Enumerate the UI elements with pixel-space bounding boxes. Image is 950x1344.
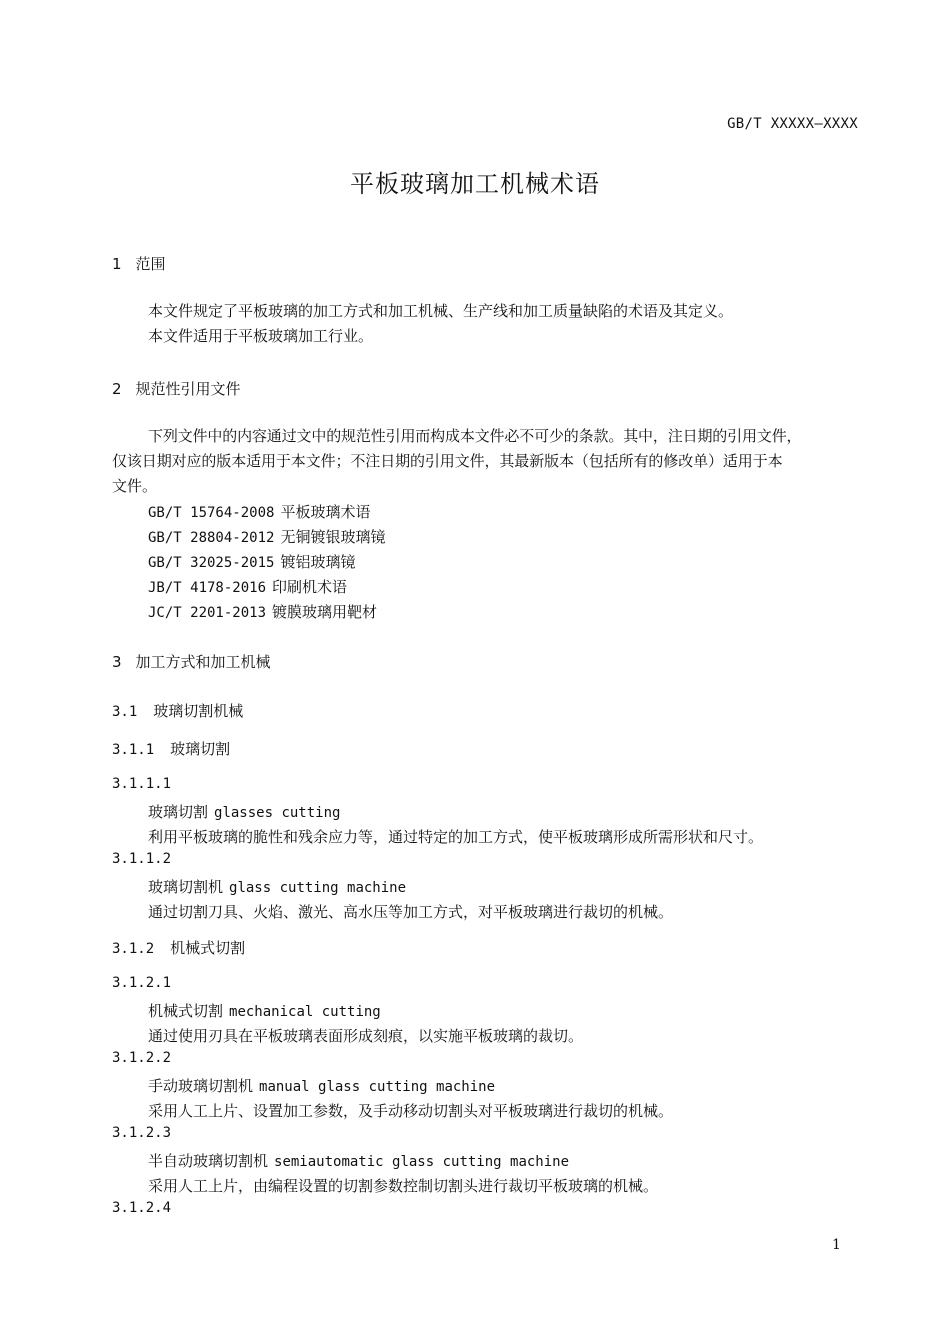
reference-name: 镀膜玻璃用靶材 bbox=[272, 603, 378, 621]
paragraph-line: 下列文件中的内容通过文中的规范性引用而构成本文件必不可少的条款。其中，注日期的引用文件， bbox=[148, 427, 802, 445]
term-chinese: 手动玻璃切割机 bbox=[148, 1077, 254, 1095]
section-title: 范围 bbox=[135, 255, 166, 273]
section-2-heading bbox=[112, 378, 241, 399]
reference-code: JB/T 4178-2016 bbox=[148, 580, 267, 596]
section-title: 加工方式和加工机械 bbox=[135, 653, 271, 671]
term-number: 3.1.2.3 bbox=[112, 1125, 172, 1141]
subsection-number: 3.1 bbox=[112, 704, 138, 720]
section-number: 3 bbox=[112, 653, 122, 671]
page-number: 1 bbox=[832, 1237, 841, 1253]
reference-name: 无铜镀银玻璃镜 bbox=[280, 528, 386, 546]
reference-code: GB/T 28804-2012 bbox=[148, 530, 275, 546]
term-english: semiautomatic glass cutting machine bbox=[274, 1154, 570, 1170]
term-definition: 采用人工上片、设置加工参数，及手动移动切割头对平板玻璃进行裁切的机械。 bbox=[148, 1102, 674, 1120]
subsection-3-1-heading bbox=[112, 700, 243, 721]
subsection-3-1-1-heading bbox=[112, 738, 230, 759]
normative-references-paragraph bbox=[112, 424, 862, 499]
reference-code: GB/T 15764-2008 bbox=[148, 505, 275, 521]
reference-item bbox=[148, 601, 377, 622]
term-number: 3.1.2.1 bbox=[112, 975, 172, 991]
reference-code: JC/T 2201-2013 bbox=[148, 605, 267, 621]
term-number: 3.1.2.4 bbox=[112, 1200, 172, 1216]
section-1-heading bbox=[112, 253, 166, 274]
standard-code: GB/T XXXXX—XXXX bbox=[727, 116, 858, 132]
term-number: 3.1.2.2 bbox=[112, 1050, 172, 1066]
term-number: 3.1.1.1 bbox=[112, 776, 172, 792]
reference-item bbox=[148, 576, 347, 597]
term-definition: 通过切割刀具、火焰、激光、高水压等加工方式，对平板玻璃进行裁切的机械。 bbox=[148, 903, 674, 921]
term-number: 3.1.1.2 bbox=[112, 851, 172, 867]
term-english: glasses cutting bbox=[214, 805, 341, 821]
term-entry bbox=[148, 1150, 569, 1171]
subsection-title: 机械式切割 bbox=[170, 939, 246, 957]
term-entry bbox=[148, 1075, 495, 1096]
paragraph-line: 仅该日期对应的版本适用于本文件；不注日期的引用文件，其最新版本（包括所有的修改单）适用于本 bbox=[112, 452, 783, 470]
term-chinese: 半自动玻璃切割机 bbox=[148, 1152, 269, 1170]
term-chinese: 玻璃切割机 bbox=[148, 878, 224, 896]
subsection-3-1-2-heading bbox=[112, 937, 245, 958]
subsection-number: 3.1.2 bbox=[112, 941, 155, 957]
reference-item bbox=[148, 501, 370, 522]
term-chinese: 机械式切割 bbox=[148, 1002, 224, 1020]
paragraph-line: 文件。 bbox=[112, 477, 158, 495]
term-english: mechanical cutting bbox=[229, 1004, 381, 1020]
term-definition: 采用人工上片，由编程设置的切割参数控制切割头进行裁切平板玻璃的机械。 bbox=[148, 1177, 659, 1195]
term-definition: 利用平板玻璃的脆性和残余应力等，通过特定的加工方式，使平板玻璃形成所需形状和尺寸。 bbox=[148, 828, 764, 846]
subsection-title: 玻璃切割机械 bbox=[153, 702, 244, 720]
reference-name: 平板玻璃术语 bbox=[280, 503, 371, 521]
section-3-heading bbox=[112, 651, 271, 672]
term-chinese: 玻璃切割 bbox=[148, 803, 209, 821]
subsection-title: 玻璃切割 bbox=[170, 740, 231, 758]
scope-paragraph-1: 本文件规定了平板玻璃的加工方式和加工机械、生产线和加工质量缺陷的术语及其定义。 bbox=[148, 302, 734, 320]
reference-item bbox=[148, 551, 355, 572]
term-definition: 通过使用刃具在平板玻璃表面形成刻痕，以实施平板玻璃的裁切。 bbox=[148, 1027, 584, 1045]
term-entry bbox=[148, 876, 406, 897]
reference-name: 印刷机术语 bbox=[272, 578, 348, 596]
section-title: 规范性引用文件 bbox=[135, 380, 241, 398]
term-english: glass cutting machine bbox=[229, 880, 407, 896]
term-english: manual glass cutting machine bbox=[259, 1079, 496, 1095]
reference-code: GB/T 32025-2015 bbox=[148, 555, 275, 571]
section-number: 2 bbox=[112, 380, 122, 398]
scope-paragraph-2: 本文件适用于平板玻璃加工行业。 bbox=[148, 327, 374, 345]
subsection-number: 3.1.1 bbox=[112, 742, 155, 758]
document-title: 平板玻璃加工机械术语 bbox=[350, 170, 600, 198]
reference-item bbox=[148, 526, 385, 547]
term-entry bbox=[148, 1000, 381, 1021]
section-number: 1 bbox=[112, 255, 122, 273]
reference-name: 镀铝玻璃镜 bbox=[280, 553, 356, 571]
term-entry bbox=[148, 801, 340, 822]
